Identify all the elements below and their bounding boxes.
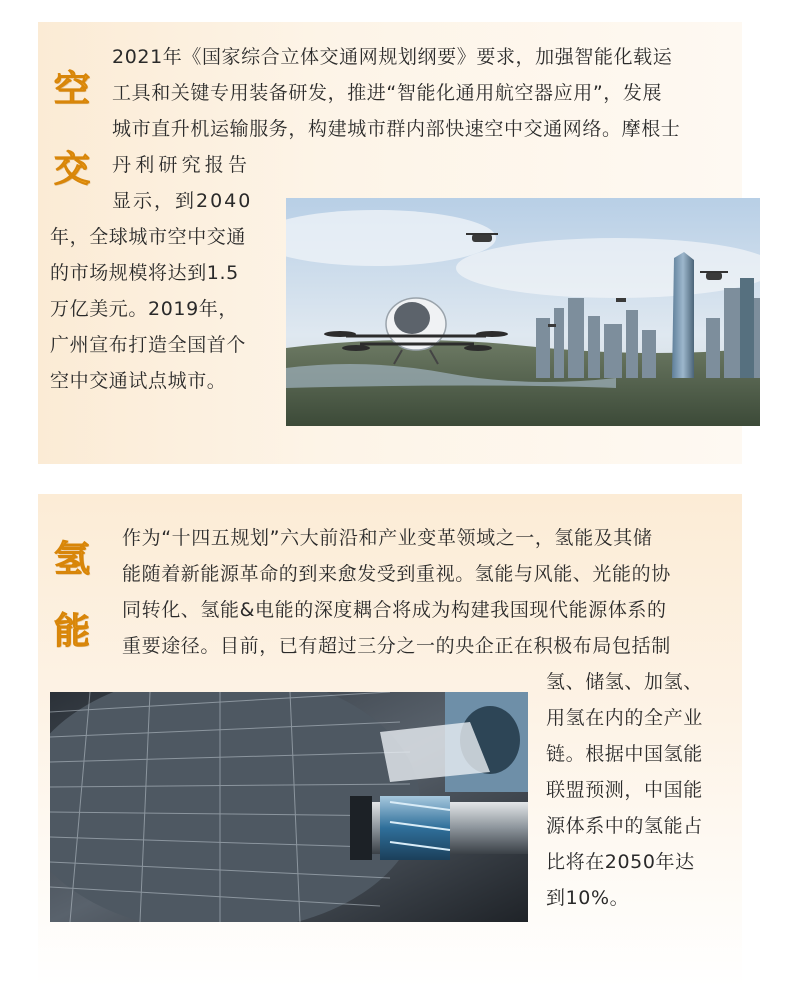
hydrogen-tank-image [50, 692, 528, 922]
hydrogen-paragraph-line: 比将在2050年达 [546, 851, 695, 873]
hydrogen-paragraph-line: 同转化、氢能&电能的深度耦合将成为构建我国现代能源体系的 [122, 599, 667, 621]
hydrogen-paragraph-line: 源体系中的氢能占 [546, 815, 703, 837]
air-traffic-card [38, 22, 742, 464]
hydrogen-paragraph-line: 到10%。 [546, 887, 630, 909]
title-char: 空 [53, 69, 90, 110]
hydrogen-paragraph-line: 氢、储氢、加氢、 [546, 671, 703, 693]
air-paragraph-line: 空中交通试点城市。 [50, 370, 227, 392]
air-paragraph-line: 广州宣布打造全国首个 [50, 334, 247, 356]
section-title-hydrogen [50, 539, 94, 652]
hydrogen-card [38, 494, 742, 988]
air-paragraph-line: 城市直升机运输服务，构建城市群内部快速空中交通网络。摩根士 [112, 118, 681, 140]
air-paragraph-line: 的市场规模将达到1.5 [50, 262, 239, 284]
title-char: 能 [53, 611, 90, 652]
hydrogen-paragraph-line: 用氢在内的全产业 [546, 707, 703, 729]
hydrogen-paragraph-line: 联盟预测，中国能 [546, 779, 703, 801]
air-paragraph-line: 丹利研究报告 [112, 154, 252, 176]
air-paragraph-line: 2021年《国家综合立体交通网规划纲要》要求，加强智能化载运 [112, 46, 673, 68]
title-char: 氢 [53, 539, 90, 580]
hydrogen-paragraph-line: 能随着新能源革命的到来愈发受到重视。氢能与风能、光能的协 [122, 563, 671, 585]
hydrogen-paragraph-line: 链。根据中国氢能 [546, 743, 703, 765]
flying-taxi-city-image [286, 198, 760, 426]
air-paragraph-line: 万亿美元。2019年， [50, 298, 238, 320]
air-paragraph-line: 工具和关键专用装备研发，推进“智能化通用航空器应用”，发展 [112, 82, 663, 104]
hydrogen-paragraph-line: 作为“十四五规划”六大前沿和产业变革领域之一，氢能及其储 [122, 527, 653, 549]
air-paragraph-line: 年，全球城市空中交通 [50, 226, 247, 248]
air-paragraph-line: 显示，到2040 [112, 190, 253, 212]
hydrogen-paragraph-line: 重要途径。目前，已有超过三分之一的央企正在积极布局包括制 [122, 635, 671, 657]
section-title-air [50, 69, 94, 190]
title-char: 交 [53, 149, 90, 190]
